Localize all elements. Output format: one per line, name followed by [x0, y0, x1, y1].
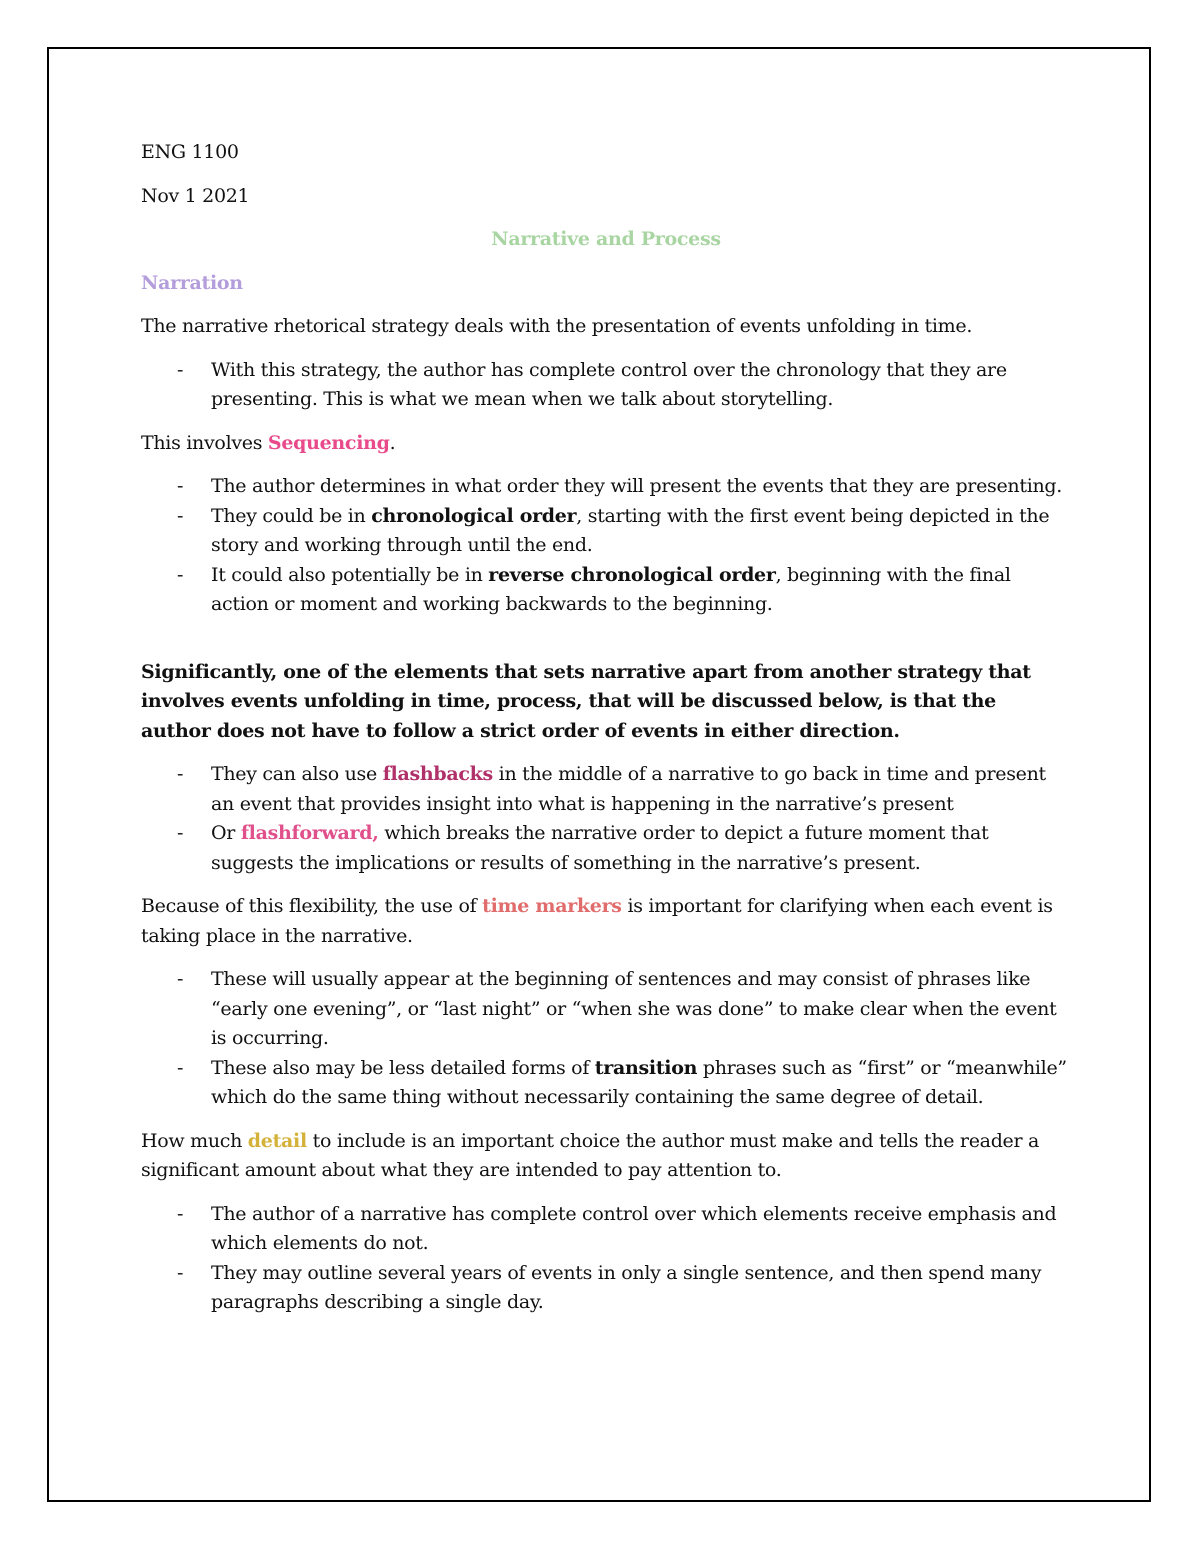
list-item: [141, 356, 1071, 415]
bullet-list-storytelling: [141, 356, 1071, 415]
dash-bullet: -: [177, 475, 184, 497]
list-item-text: The author of a narrative has complete control over which elements receive emphasis and which elements do not.: [211, 1202, 1057, 1254]
intro-paragraph: The narrative rhetorical strategy deals with the presentation of events unfolding in time.: [141, 315, 973, 337]
sequencing-paragraph: [141, 429, 1071, 459]
list-item: [141, 1200, 1071, 1259]
text-run: , beginning with the final action or moment and working backwards to the beginning.: [211, 563, 1011, 615]
dash-bullet: -: [177, 563, 184, 586]
bullet-list-time-markers: [141, 965, 1071, 1113]
text-run: , starting with the first event being depicted in the story and working through until the end.: [211, 504, 1050, 556]
keyword-reverse-chronological-order: reverse chronological order: [488, 563, 776, 586]
text-run: is important for clarifying when each event is taking place in the narrative.: [141, 895, 1053, 947]
list-item-text: The author determines in what order they will present the events that they are presenting.: [211, 475, 1063, 497]
document-title: Narrative and Process: [491, 228, 721, 250]
dash-bullet: -: [177, 968, 184, 990]
keyword-chronological-order: chronological order: [371, 504, 577, 527]
bullet-list-detail: [141, 1200, 1071, 1318]
text-run: phrases such as “first” or “meanwhile” which do the same thing without necessarily containing the same degree of detail.: [211, 1056, 1067, 1108]
document-date: Nov 1 2021: [141, 184, 250, 207]
text-run: They could be in: [211, 504, 372, 527]
detail-paragraph: [141, 1127, 1071, 1186]
keyword-flashforward: flashforward,: [240, 822, 379, 844]
list-item: [141, 819, 1071, 878]
bullet-list-sequencing: [141, 472, 1071, 620]
text-run: .: [389, 431, 396, 454]
time-markers-paragraph: [141, 892, 1071, 951]
list-item-text: These will usually appear at the beginning of sentences and may consist of phrases like “early one evening”, or “last night” or “when she was done” to make clear when the event is occurring.: [211, 968, 1057, 1049]
dash-bullet: -: [177, 358, 184, 381]
dash-bullet: -: [177, 1202, 184, 1225]
text-run: to include is an important choice the author must make and tells the reader a significant amount about what they are intended to pay attention to.: [141, 1129, 1040, 1181]
list-item: [141, 1259, 1071, 1318]
keyword-transition: transition: [594, 1056, 698, 1079]
bullet-list-flashbacks: [141, 760, 1071, 878]
text-run: Because of this flexibility, the use of: [141, 895, 483, 917]
list-item: [141, 561, 1071, 620]
significance-paragraph: Significantly, one of the elements that sets narrative apart from another strategy that involves events unfolding in time, process, that will be discussed below, is that the author does not have to follow a strict order of events in either direction.: [141, 660, 1031, 742]
list-item: [141, 472, 1071, 502]
list-item-text: They may outline several years of events in only a single sentence, and then spend many paragraphs describing a single day.: [211, 1261, 1042, 1313]
text-run: Or: [211, 822, 241, 844]
keyword-sequencing: Sequencing: [267, 431, 390, 454]
keyword-time-markers: time markers: [482, 895, 622, 917]
section-heading-narration: Narration: [141, 271, 243, 294]
document-body: [141, 138, 1071, 1332]
text-run: in the middle of a narrative to go back in time and present an event that provides insight into what is happening in the narrative’s present: [211, 763, 1046, 815]
text-run: It could also potentially be in: [211, 563, 489, 586]
keyword-flashbacks: flashbacks: [382, 763, 493, 785]
list-item: [141, 502, 1071, 561]
dash-bullet: -: [177, 1056, 184, 1079]
dash-bullet: -: [177, 763, 184, 785]
list-item-text: With this strategy, the author has complete control over the chronology that they are presenting. This is what we mean when we talk about storytelling.: [211, 358, 1007, 410]
dash-bullet: -: [177, 504, 184, 527]
list-item: [141, 1054, 1071, 1113]
keyword-detail: detail: [247, 1129, 307, 1152]
course-code: ENG 1100: [141, 141, 239, 163]
text-run: which breaks the narrative order to depict a future moment that suggests the implications or results of something in the narrative’s present.: [211, 822, 989, 874]
dash-bullet: -: [177, 822, 184, 844]
list-item: [141, 965, 1071, 1054]
text-run: These also may be less detailed forms of: [211, 1056, 595, 1079]
text-run: How much: [141, 1129, 248, 1152]
list-item: [141, 760, 1071, 819]
text-run: This involves: [141, 431, 268, 454]
text-run: They can also use: [211, 763, 383, 785]
dash-bullet: -: [177, 1261, 184, 1284]
